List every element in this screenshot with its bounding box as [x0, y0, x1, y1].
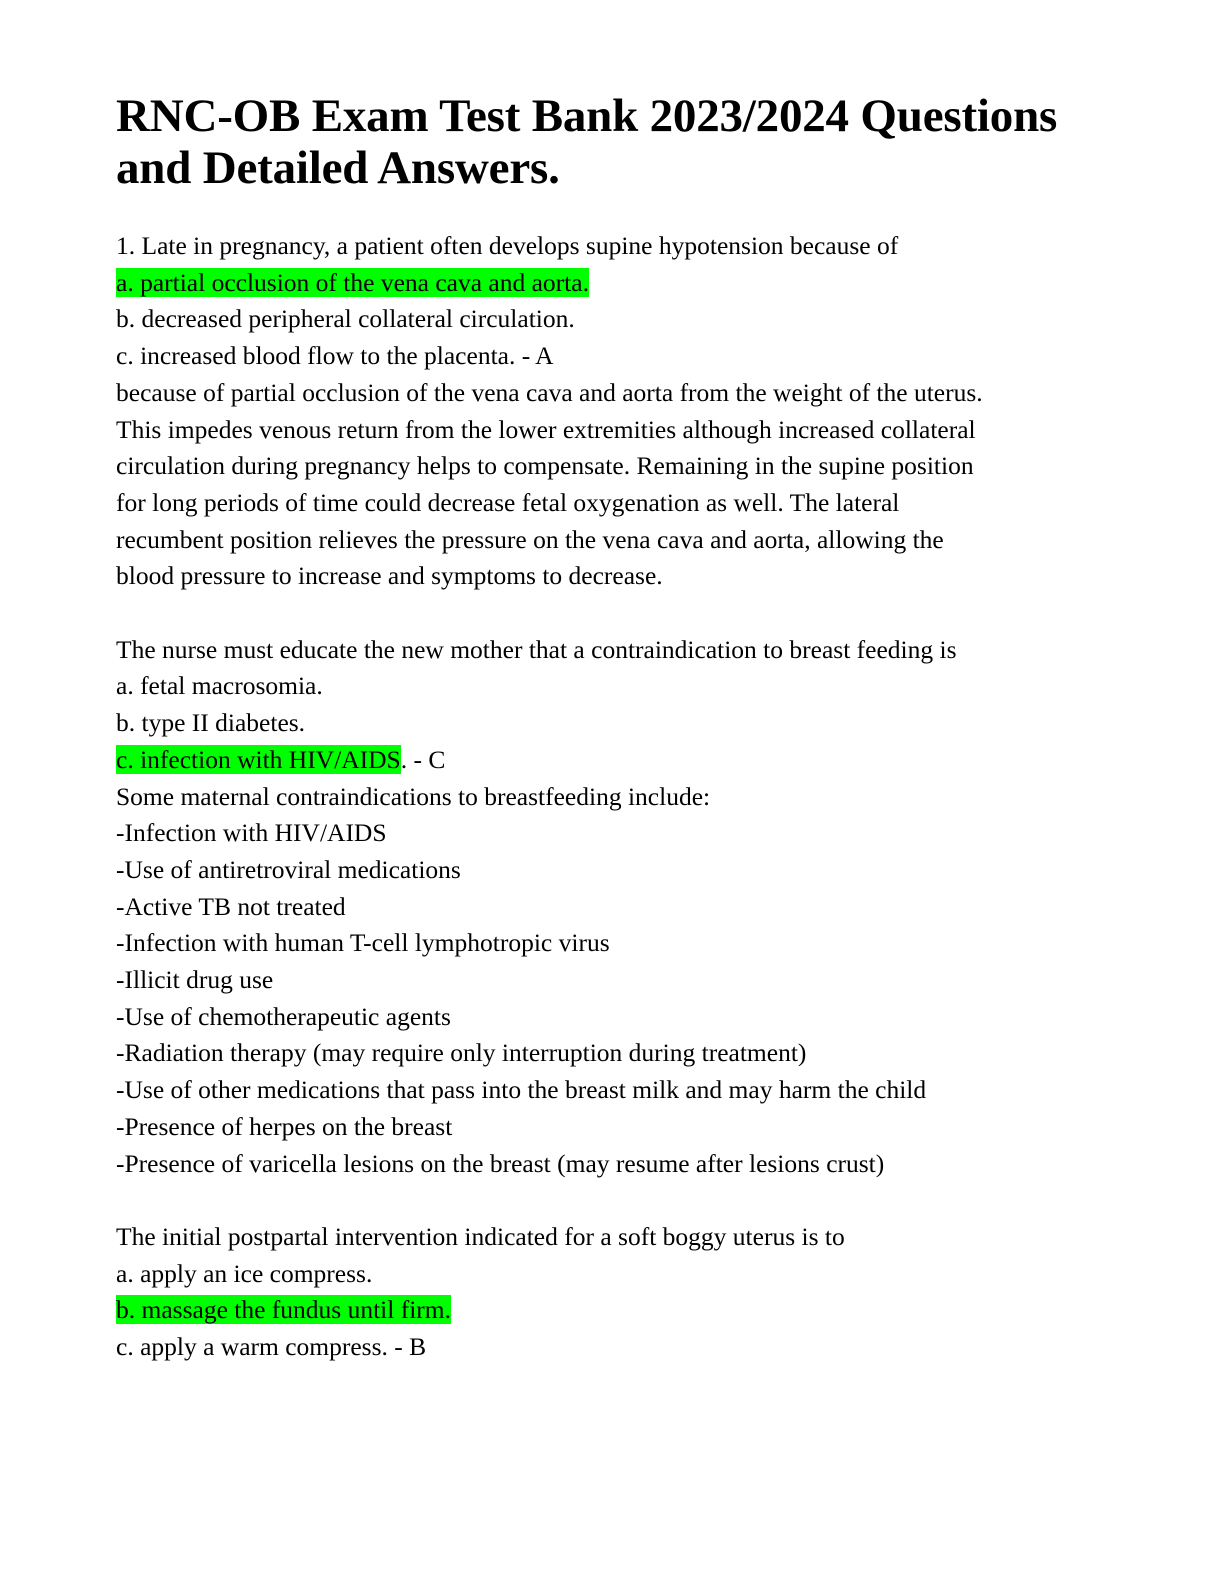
paragraph-spacer — [116, 595, 1106, 632]
question-block-3 — [116, 1219, 1106, 1366]
question-1-option-a — [116, 265, 1106, 302]
contraindication-list-item: -Active TB not treated — [116, 891, 346, 921]
contraindication-list-item: -Illicit drug use — [116, 965, 274, 995]
answer-key: . - C — [400, 744, 446, 774]
document-body — [116, 228, 1106, 1366]
question-3-option-a: a. apply an ice compress. — [116, 1258, 373, 1288]
question-block-1 — [116, 228, 1106, 595]
contraindication-list-item: -Presence of herpes on the breast — [116, 1111, 453, 1141]
question-1-explanation-line: recumbent position relieves the pressure on the vena cava and aorta, allowing the — [116, 524, 944, 554]
contraindication-list-item: -Infection with human T-cell lymphotropic virus — [116, 928, 610, 958]
question-1-explanation-line: blood pressure to increase and symptoms to decrease. — [116, 561, 663, 591]
question-2-explanation-intro: Some maternal contraindications to breastfeeding include: — [116, 781, 711, 811]
question-1-text: 1. Late in pregnancy, a patient often develops supine hypotension because of — [116, 231, 899, 260]
question-2-text: The nurse must educate the new mother that a contraindication to breast feeding is — [116, 634, 957, 664]
title-line-1: RNC-OB Exam Test Bank 2023/2024 Questions — [116, 90, 1058, 142]
question-3-option-c: c. apply a warm compress. - B — [116, 1332, 427, 1362]
title-line-2: and Detailed Answers. — [116, 142, 560, 194]
contraindication-list-item: -Radiation therapy (may require only interruption during treatment) — [116, 1038, 807, 1068]
contraindication-list-item: -Infection with HIV/AIDS — [116, 818, 387, 848]
contraindication-list-item: -Use of other medications that pass into the breast milk and may harm the child — [116, 1075, 927, 1105]
question-1-explanation-line: for long periods of time could decrease fetal oxygenation as well. The lateral — [116, 487, 900, 517]
answer-highlight: a. partial occlusion of the vena cava and aorta. — [116, 267, 589, 297]
question-1-option-b: b. decreased peripheral collateral circulation. — [116, 304, 575, 334]
question-1-option-c: c. increased blood flow to the placenta. - A — [116, 341, 554, 371]
document-title — [116, 90, 1106, 194]
question-1-explanation-line: circulation during pregnancy helps to compensate. Remaining in the supine position — [116, 451, 974, 481]
question-3-text: The initial postpartal intervention indicated for a soft boggy uterus is to — [116, 1221, 845, 1251]
document-page — [116, 90, 1106, 1366]
paragraph-spacer — [116, 1182, 1106, 1219]
contraindication-list-item: -Use of chemotherapeutic agents — [116, 1001, 451, 1031]
question-1-explanation-line: because of partial occlusion of the vena cava and aorta from the weight of the uterus. — [116, 377, 983, 407]
answer-highlight: c. infection with HIV/AIDS — [116, 744, 401, 774]
question-1-explanation-line: This impedes venous return from the lower extremities although increased collateral — [116, 414, 976, 444]
contraindication-list-item: -Presence of varicella lesions on the breast (may resume after lesions crust) — [116, 1148, 885, 1178]
question-2-option-b: b. type II diabetes. — [116, 708, 306, 738]
question-block-2 — [116, 632, 1106, 1183]
question-2-option-c — [116, 742, 1106, 779]
question-3-option-b — [116, 1292, 1106, 1329]
contraindication-list-item: -Use of antiretroviral medications — [116, 854, 461, 884]
question-2-option-a: a. fetal macrosomia. — [116, 671, 323, 701]
answer-highlight: b. massage the fundus until firm. — [116, 1295, 451, 1325]
